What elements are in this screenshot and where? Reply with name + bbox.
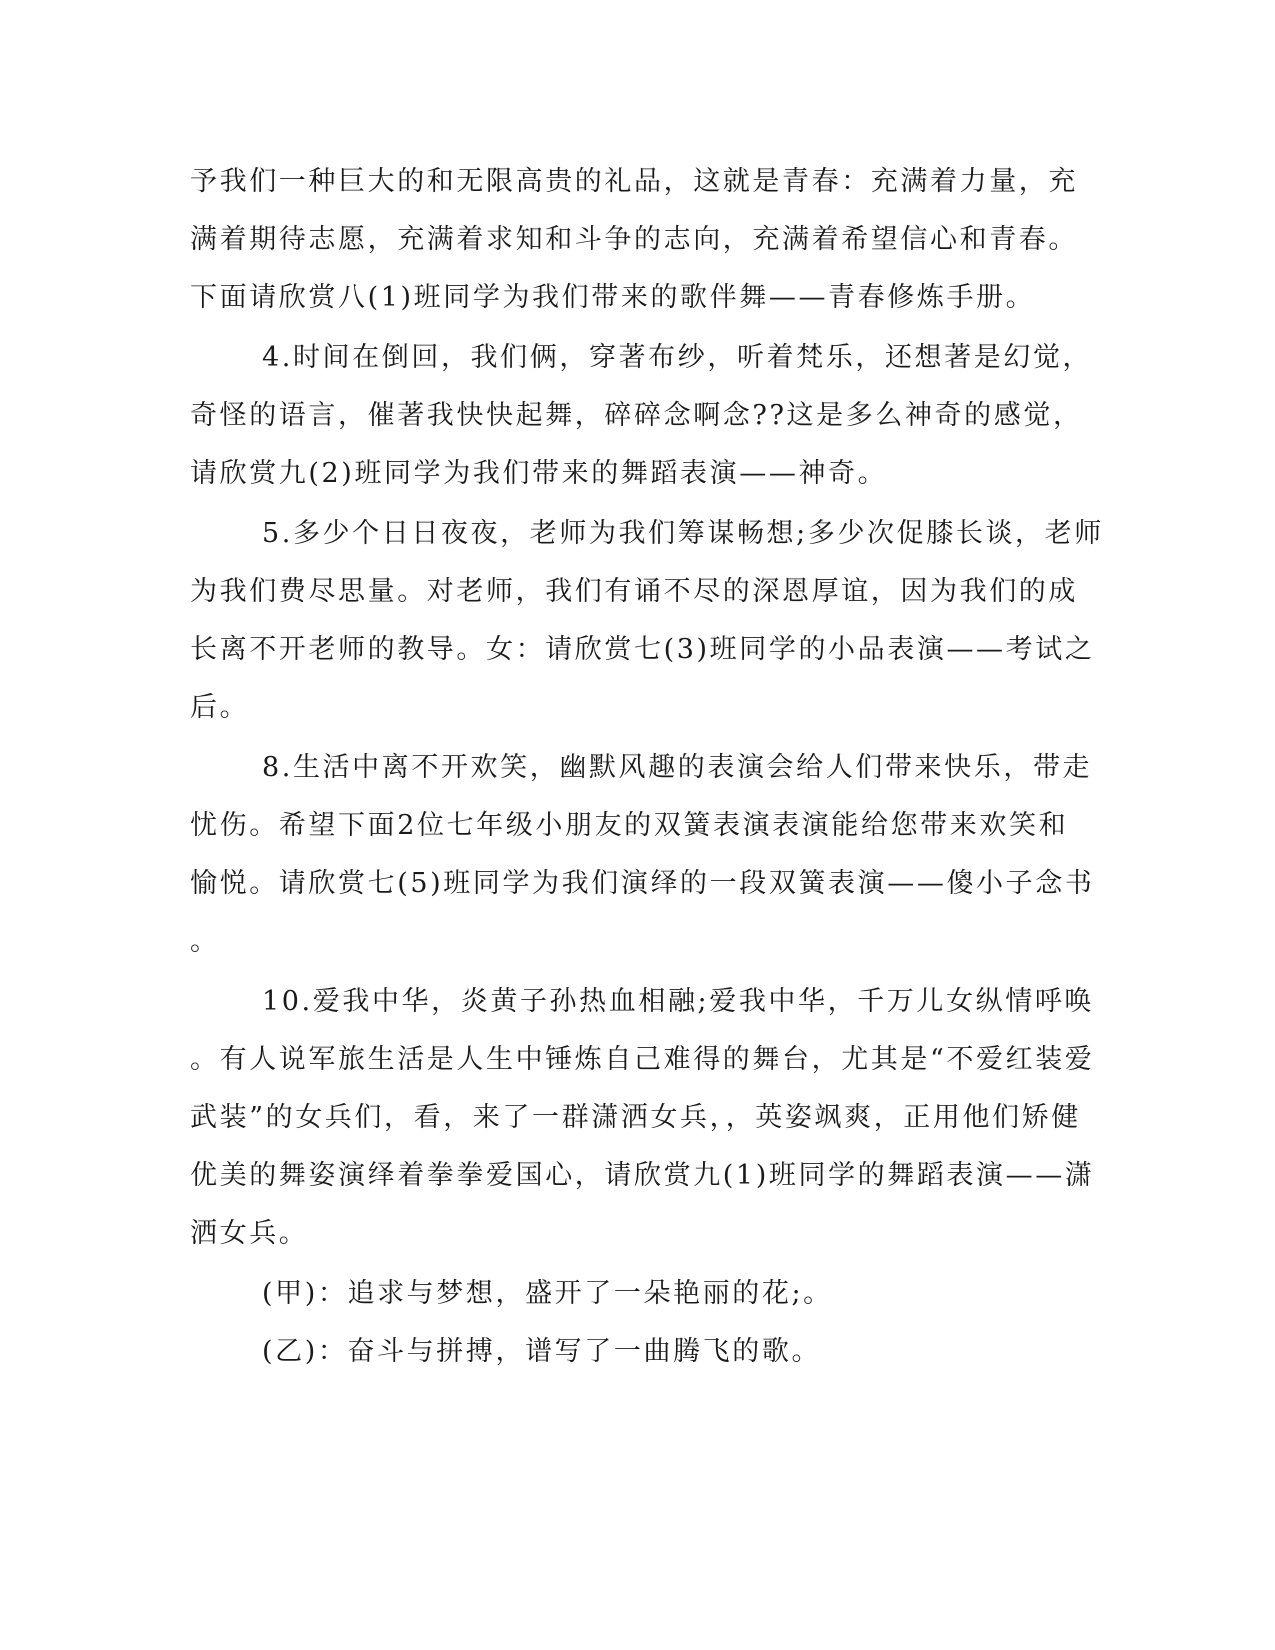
text-line: 。: [190, 926, 220, 957]
text-line: 后。: [190, 692, 250, 723]
paragraph-first-line: 8.生活中离不开欢笑，幽默风趣的表演会给人们带来快乐，带走: [262, 752, 1093, 783]
text-line: 下面请欣赏八(1)班同学为我们带来的歌伴舞——青春修炼手册。: [190, 282, 1036, 313]
dialogue-line-yi: (乙)：奋斗与拼搏，谱写了一曲腾飞的歌。: [262, 1336, 822, 1367]
text-line: 洒女兵。: [190, 1218, 309, 1249]
text-line: 愉悦。请欣赏七(5)班同学为我们演绎的一段双簧表演——傻小子念书: [190, 868, 1095, 899]
text-line: 忧伤。希望下面2位七年级小朋友的双簧表演表演能给您带来欢笑和: [190, 810, 1069, 841]
text-line: 为我们费尽思量。对老师，我们有诵不尽的深恩厚谊，因为我们的成: [190, 576, 1078, 607]
paragraph-first-line: 5.多少个日日夜夜，老师为我们筹谋畅想;多少次促膝长谈，老师: [262, 518, 1104, 549]
text-line: 请欣赏九(2)班同学为我们带来的舞蹈表演——神奇。: [190, 458, 888, 489]
text-line: 优美的舞姿演绎着拳拳爱国心，请欣赏九(1)班同学的舞蹈表演——潇: [190, 1160, 1095, 1191]
text-line: 长离不开老师的教导。女：请欣赏七(3)班同学的小品表演——考试之: [190, 634, 1095, 665]
text-line: 。有人说军旅生活是人生中锤炼自己难得的舞台，尤其是“不爱红装爱: [190, 1044, 1095, 1075]
dialogue-line-jia: (甲)：追求与梦想，盛开了一朵艳丽的花;。: [262, 1278, 833, 1309]
paragraph-first-line: 4.时间在倒回，我们俩，穿著布纱，听着梵乐，还想著是幻觉，: [262, 342, 1093, 373]
text-line: 武装”的女兵们，看，来了一群潇洒女兵，，英姿飒爽，正用他们矫健: [190, 1102, 1081, 1133]
paragraph-first-line: 10.爱我中华，炎黄子孙热血相融;爱我中华，千万儿女纵情呼唤: [262, 986, 1095, 1017]
text-line: 予我们一种巨大的和无限高贵的礼品，这就是青春：充满着力量，充: [190, 166, 1078, 197]
text-line: 满着期待志愿，充满着求知和斗争的志向，充满着希望信心和青春。: [190, 224, 1078, 255]
text-line: 奇怪的语言，催著我快快起舞，碎碎念啊念??这是多么神奇的感觉，: [190, 400, 1083, 431]
